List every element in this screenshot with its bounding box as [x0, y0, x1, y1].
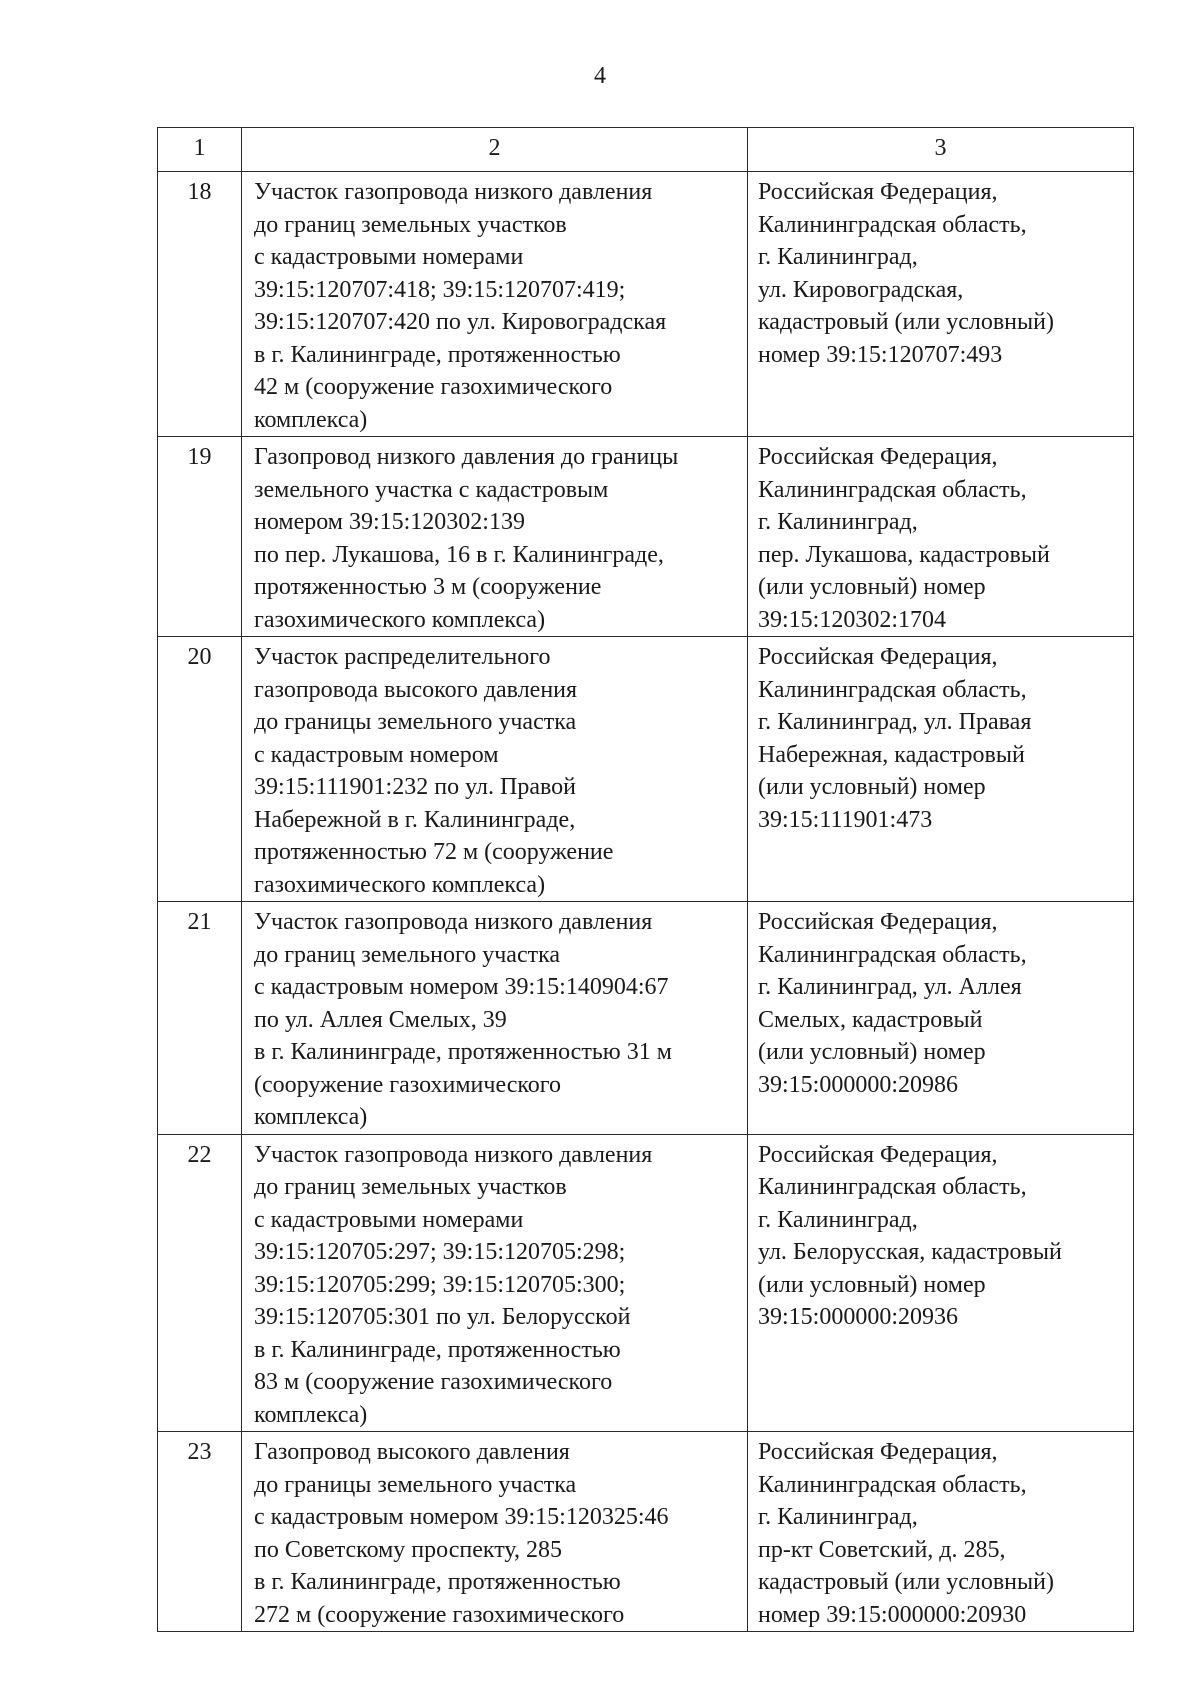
table-row: [158, 1432, 1134, 1632]
table-row: [158, 1134, 1134, 1432]
table-row: [158, 637, 1134, 902]
row-description: Участок газопровода низкого давления до границ земельного участка с кадастровым номером 39:15:140904:67 по ул. Аллея Смелых, 39 в г. Калининграде, протяженностью 31 м (сооружение газохимического комплекса): [242, 902, 748, 1135]
row-number: 23: [158, 1432, 242, 1632]
row-number: 22: [158, 1134, 242, 1432]
row-address: Российская Федерация, Калининградская область, г. Калининград, ул. Правая Набережная, кадастровый (или условный) номер 39:15:111901:473: [748, 637, 1134, 902]
row-description: Участок газопровода низкого давления до границ земельных участков с кадастровыми номерами 39:15:120705:297; 39:15:120705:298; 39:15:120705:299; 39:15:120705:300; 39:15:120705:301 по ул. Белорусской в г. Калининграде, протяженностью 83 м (сооружение газохимического комплекса): [242, 1134, 748, 1432]
property-table: [157, 127, 1134, 1632]
table-row: [158, 902, 1134, 1135]
column-header-address: 3: [748, 128, 1134, 172]
row-address: Российская Федерация, Калининградская область, г. Калининград, пер. Лукашова, кадастровый (или условный) номер 39:15:120302:1704: [748, 437, 1134, 637]
row-address: Российская Федерация, Калининградская область, г. Калининград, ул. Кировоградская, кадастровый (или условный) номер 39:15:120707:493: [748, 172, 1134, 437]
row-description: Газопровод низкого давления до границы земельного участка с кадастровым номером 39:15:120302:139 по пер. Лукашова, 16 в г. Калининграде, протяженностью 3 м (сооружение газохимического комплекса): [242, 437, 748, 637]
row-description: Участок газопровода низкого давления до границ земельных участков с кадастровыми номерами 39:15:120707:418; 39:15:120707:419; 39:15:120707:420 по ул. Кировоградская в г. Калининграде, протяженностью 42 м (сооружение газохимического комплекса): [242, 172, 748, 437]
table-row: [158, 172, 1134, 437]
row-address: Российская Федерация, Калининградская область, г. Калининград, ул. Белорусская, кадастровый (или условный) номер 39:15:000000:20936: [748, 1134, 1134, 1432]
column-header-description: 2: [242, 128, 748, 172]
row-number: 20: [158, 637, 242, 902]
row-address: Российская Федерация, Калининградская область, г. Калининград, ул. Аллея Смелых, кадастровый (или условный) номер 39:15:000000:20986: [748, 902, 1134, 1135]
row-number: 21: [158, 902, 242, 1135]
table-row: [158, 437, 1134, 637]
row-description: Газопровод высокого давления до границы земельного участка с кадастровым номером 39:15:120325:46 по Советскому проспекту, 285 в г. Калининграде, протяженностью 272 м (сооружение газохимического: [242, 1432, 748, 1632]
row-number: 18: [158, 172, 242, 437]
page-number: 4: [594, 63, 606, 89]
row-number: 19: [158, 437, 242, 637]
table-header-row: [158, 128, 1134, 172]
row-address: Российская Федерация, Калининградская область, г. Калининград, пр-кт Советский, д. 285, кадастровый (или условный) номер 39:15:000000:20930: [748, 1432, 1134, 1632]
row-description: Участок распределительного газопровода высокого давления до границы земельного участка с кадастровым номером 39:15:111901:232 по ул. Правой Набережной в г. Калининграде, протяженностью 72 м (сооружение газохимического комплекса): [242, 637, 748, 902]
column-header-number: 1: [158, 128, 242, 172]
